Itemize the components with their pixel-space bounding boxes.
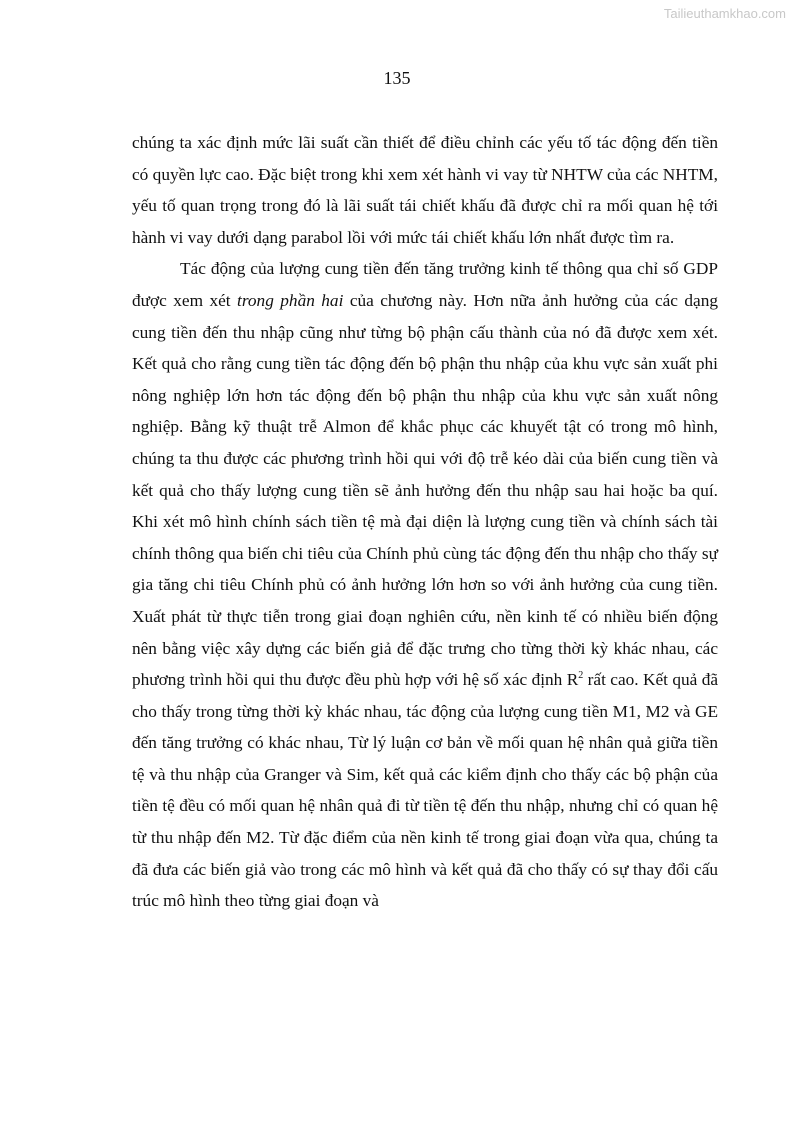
- paragraph-2-emphasis: trong phần hai: [237, 290, 344, 310]
- r-squared-superscript: 2: [578, 670, 584, 682]
- page-number: 135: [383, 68, 411, 88]
- body-text: [132, 127, 718, 917]
- paragraph-1: chúng ta xác định mức lãi suất cần thiết để điều chỉnh các yếu tố tác động đến tiền có quyền lực cao. Đặc biệt trong khi xem xét hành vi vay từ NHTW của các NHTM, yếu tố quan trọng trong đó là lãi suất tái chiết khấu đã được chỉ ra mối quan hệ tới hành vi vay dưới dạng parabol lồi với mức tái chiết khấu lớn nhất được tìm ra.: [132, 133, 718, 247]
- paragraph-2-part-c: rất cao. Kết quả đã cho thấy trong từng thời kỳ khác nhau, tác động của lượng cung tiền M1, M2 và GE đến tăng trưởng có khác nhau, Từ lý luận cơ bản về mối quan hệ nhân quả giữa tiền tệ và thu nhập của Granger và Sim, kết quả các kiểm định cho thấy các bộ phận của tiền tệ đều có mối quan hệ nhân quả đi từ tiền tệ đến thu nhập, nhưng chỉ có quan hệ từ thu nhập đến M2. Từ đặc điểm của nền kinh tế trong giai đoạn vừa qua, chúng ta đã đưa các biến giả vào trong các mô hình và kết quả đã cho thấy có sự thay đổi cấu trúc mô hình theo từng giai đoạn và: [132, 670, 719, 911]
- watermark: Tailieuthamkhao.com: [663, 6, 786, 21]
- paragraph-2-part-a: Tác động của lượng cung tiền đến tăng trưởng kinh tế thông qua chỉ số GDP được xem xét: [132, 259, 718, 310]
- paragraph-2-part-b: của chương này. Hơn nữa ảnh hưởng của các dạng cung tiền đến thu nhập cũng như từng bộ phận cấu thành của nó đã được xem xét. Kết quả cho rằng cung tiền tác động đến bộ phận thu nhập của khu vực sản xuất phi nông nghiệp lớn hơn tác động đến bộ phận thu nhập của khu vực sản xuất nông nghiệp. Bằng kỹ thuật trễ Almon để khắc phục các khuyết tật có trong mô hình, chúng ta thu được các phương trình hồi qui với độ trễ kéo dài của biến cung tiền và kết quả cho thấy lượng cung tiền sẽ ảnh hưởng đến thu nhập sau hai hoặc ba quí. Khi xét mô hình chính sách tiền tệ mà đại diện là lượng cung tiền và chính sách tài chính thông qua biến chi tiêu của Chính phủ cùng tác động đến thu nhập cho thấy sự gia tăng chi tiêu Chính phủ có ảnh hưởng lớn hơn so với ảnh hưởng của cung tiền. Xuất phát từ thực tiễn trong giai đoạn nghiên cứu, nền kinh tế có nhiều biến động nên bằng việc xây dựng các biến giả để đặc trưng cho từng thời kỳ khác nhau, các phương trình hồi qui thu được đều phù hợp với hệ số xác định R: [132, 290, 718, 690]
- paragraph-2: [132, 253, 718, 916]
